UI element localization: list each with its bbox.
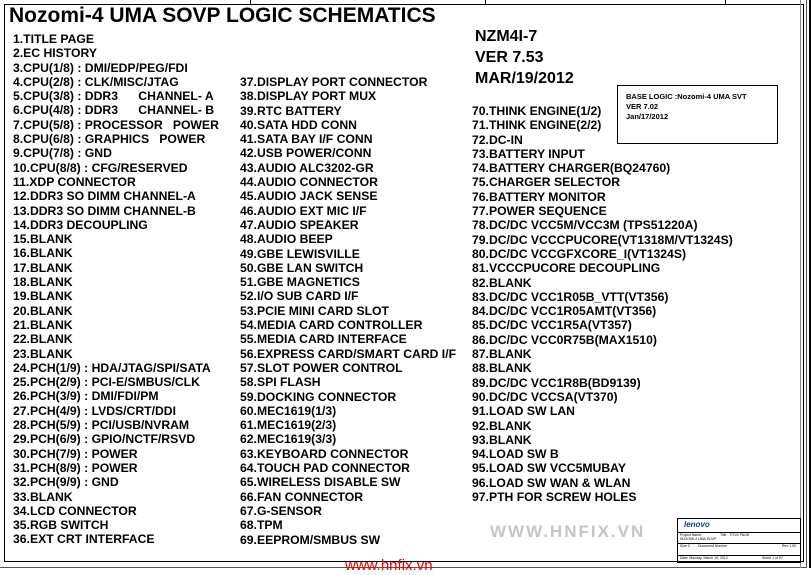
index-column-3 [472,104,733,504]
index-item: 37.DISPLAY PORT CONNECTOR [240,75,428,89]
index-item: 57.SLOT POWER CONTROL [240,360,403,375]
index-item: 32.PCH(9/9) : GND [13,475,119,490]
index-item: 87.BLANK [472,347,532,362]
base-logic-date: Jan/17/2012 [626,112,669,121]
tb-rev: Rev 1.00 [782,544,797,548]
watermark: WWW.HNFIX.VN [490,522,646,541]
tb-date: Date: Monday, March 19, 2012 [680,556,728,560]
tb-doc: Document Number [698,544,728,548]
index-item: 70.THINK ENGINE(1/2) [472,104,602,118]
index-item: 60.MEC1619(1/3) [240,403,337,418]
index-item: 91.LOAD SW LAN [472,404,575,419]
index-item: 17.BLANK [13,260,73,275]
index-item: 46.AUDIO EXT MIC I/F [240,203,367,218]
index-item: 12.DDR3 SO DIMM CHANNEL-A [13,189,196,204]
index-item: 76.BATTERY MONITOR [472,189,606,204]
index-item: 20.BLANK [13,303,73,318]
index-item: 59.DOCKING CONNECTOR [240,389,397,404]
index-item: 3.CPU(1/8) : DMI/EDP/PEG/FDI [13,60,188,75]
index-item: 36.EXT CRT INTERFACE [13,532,155,547]
index-item: 74.BATTERY CHARGER(BQ24760) [472,161,671,176]
index-item: 34.LCD CONNECTOR [13,503,137,518]
index-item: 90.DC/DC VCCSA(VT370) [472,389,618,404]
title-block [677,518,801,563]
index-item: 14.DDR3 DECOUPLING [13,217,148,232]
frame-tick [485,0,486,4]
index-item: 73.BATTERY INPUT [472,146,585,161]
index-item: 29.PCH(6/9) : GPIO/NCTF/RSVD [13,432,196,447]
index-item: 50.GBE LAN SWITCH [240,260,364,275]
index-item: 42.USB POWER/CONN [240,146,372,161]
index-item: 68.TPM [240,518,283,533]
tb-sheet: Sheet 1 of 97 [762,556,783,560]
frame-tick [725,0,726,4]
index-item: 27.PCH(4/9) : LVDS/CRT/DDI [13,403,176,418]
index-item: 40.SATA HDD CONN [240,117,357,132]
index-item: 95.LOAD SW VCC5MUBAY [472,461,626,476]
index-item: 58.SPI FLASH [240,375,321,390]
index-item: 53.PCIE MINI CARD SLOT [240,303,389,318]
index-item: 48.AUDIO BEEP [240,232,333,247]
index-item: 62.MEC1619(3/3) [240,432,337,447]
index-item: 49.GBE LEWISVILLE [240,246,360,261]
index-item: 43.AUDIO ALC3202-GR [240,160,374,175]
index-item: 4.CPU(2/8) : CLK/MISC/JTAG [13,74,179,89]
index-item: 78.DC/DC VCC5M/VCC3M (TPS51220A) [472,218,698,233]
index-item: 38.DISPLAY PORT MUX [240,89,377,104]
index-item: 10.CPU(8/8) : CFG/RESERVED [13,160,188,175]
index-item: 69.EEPROM/SMBUS SW [240,532,381,547]
tb-size: Size C [680,544,691,548]
tb-project: Project Name: NOZOMI-4 UMA SOVP [680,533,717,542]
index-item: 88.BLANK [472,361,532,376]
date: MAR/19/2012 [475,70,574,87]
index-item: 83.DC/DC VCC1R05B_VTT(VT356) [472,289,669,304]
index-item: 28.PCH(5/9) : PCI/USB/NVRAM [13,418,190,433]
index-item: 63.KEYBOARD CONNECTOR [240,446,409,461]
index-item: 35.RGB SWITCH [13,518,109,533]
index-item: 52.I/O SUB CARD I/F [240,289,359,304]
index-item: 21.BLANK [13,317,73,332]
tb-title: Title : TITLE PAGE [720,533,750,537]
index-item: 23.BLANK [13,346,73,361]
index-item: 15.BLANK [13,232,73,247]
index-item: 5.CPU(3/8) : DDR3 CHANNEL- A [13,89,214,104]
index-item: 51.GBE MAGNETICS [240,275,360,290]
index-item: 33.BLANK [13,489,73,504]
index-item: 41.SATA BAY I/F CONN [240,132,373,147]
index-item: 13.DDR3 SO DIMM CHANNEL-B [13,203,196,218]
index-item: 86.DC/DC VCC0R75B(MAX1510) [472,332,657,347]
base-logic-line: BASE LOGIC :Nozomi-4 UMA SVT [626,92,747,101]
lenovo-logo: lenovo [684,520,710,529]
index-item: 24.PCH(1/9) : HDA/JTAG/SPI/SATA [13,360,211,375]
index-item: 84.DC/DC VCC1R05AMT(VT356) [472,304,657,319]
index-item: 72.DC-IN [472,132,523,147]
index-item: 66.FAN CONNECTOR [240,489,364,504]
model-number: NZM4I-7 [475,28,538,45]
base-logic-version: VER 7.02 [626,102,659,111]
index-item: 47.AUDIO SPEAKER [240,217,359,232]
index-item: 80.DC/DC VCCGFXCORE_I(VT1324S) [472,246,687,261]
version: VER 7.53 [475,49,544,66]
index-item: 93.BLANK [472,432,532,447]
index-item: 85.DC/DC VCC1R5A(VT357) [472,318,632,333]
index-column-2 [240,75,456,547]
index-item: 39.RTC BATTERY [240,103,342,118]
index-item: 19.BLANK [13,289,73,304]
index-item: 89.DC/DC VCC1R8B(BD9139) [472,375,641,390]
index-item: 96.LOAD SW WAN & WLAN [472,475,631,490]
index-item: 71.THINK ENGINE(2/2) [472,118,602,133]
index-item: 44.AUDIO CONNECTOR [240,175,378,190]
index-item: 18.BLANK [13,275,73,290]
base-logic-box [617,85,778,144]
index-item: 22.BLANK [13,332,73,347]
index-item: 2.EC HISTORY [13,46,97,61]
index-item: 31.PCH(8/9) : POWER [13,460,138,475]
index-item: 75.CHARGER SELECTOR [472,175,621,190]
index-item: 64.TOUCH PAD CONNECTOR [240,461,410,476]
index-item: 97.PTH FOR SCREW HOLES [472,490,637,505]
index-item: 94.LOAD SW B [472,447,559,462]
index-item: 7.CPU(5/8) : PROCESSOR POWER [13,117,219,132]
index-item: 77.POWER SEQUENCE [472,204,607,219]
index-item: 45.AUDIO JACK SENSE [240,189,378,204]
index-item: 56.EXPRESS CARD/SMART CARD I/F [240,346,457,361]
index-item: 25.PCH(2/9) : PCI-E/SMBUS/CLK [13,375,200,390]
index-item: 79.DC/DC VCCCPUCORE(VT1318M/VT1324S) [472,232,733,247]
index-column-1 [13,32,219,547]
page-title: Nozomi-4 UMA SOVP LOGIC SCHEMATICS [9,4,436,27]
index-item: 26.PCH(3/9) : DMI/FDI/PM [13,389,159,404]
index-item: 54.MEDIA CARD CONTROLLER [240,318,423,333]
index-item: 16.BLANK [13,246,73,261]
index-item: 55.MEDIA CARD INTERFACE [240,332,407,347]
index-item: 11.XDP CONNECTOR [13,174,136,189]
index-item: 30.PCH(7/9) : POWER [13,446,138,461]
index-item: 65.WIRELESS DISABLE SW [240,475,401,490]
index-item: 6.CPU(4/8) : DDR3 CHANNEL- B [13,103,215,118]
site-url[interactable]: www.hnfix.vn [345,557,433,574]
index-item: 1.TITLE PAGE [13,32,95,46]
index-item: 61.MEC1619(2/3) [240,418,337,433]
index-item: 9.CPU(7/8) : GND [13,146,112,161]
index-item: 67.G-SENSOR [240,503,322,518]
index-item: 8.CPU(6/8) : GRAPHICS POWER [13,132,206,147]
frame-right-edge [800,0,811,568]
index-item: 92.BLANK [472,418,532,433]
index-item: 81.VCCCPUCORE DECOUPLING [472,261,661,276]
index-item: 82.BLANK [472,275,532,290]
